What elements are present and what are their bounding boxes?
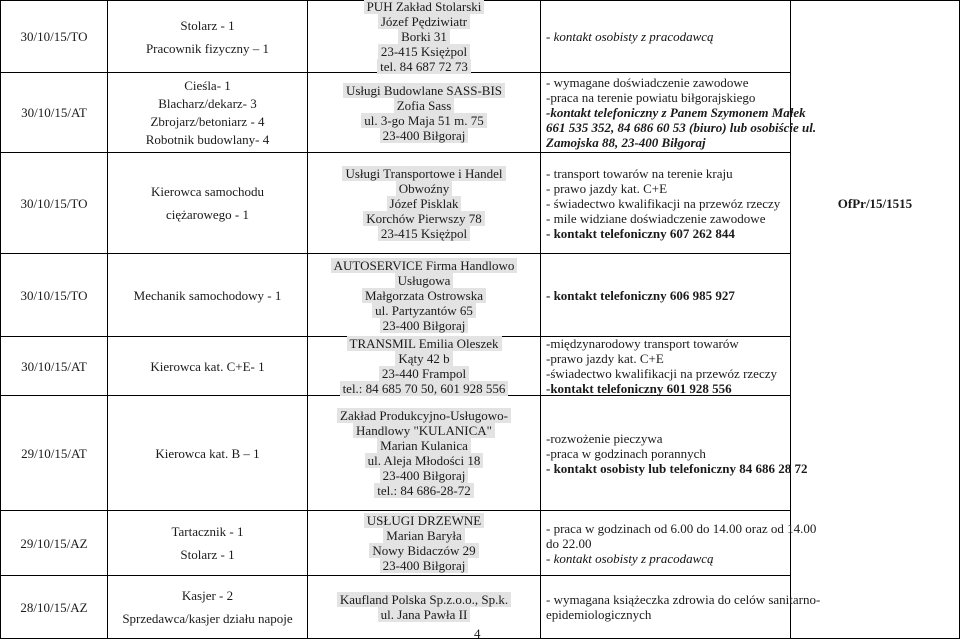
- offer-code-cell: [1, 396, 107, 510]
- employer-line: tel.: 84 685 70 50, 601 928 556: [340, 381, 509, 396]
- condition-line: -międzynarodowy transport towarów: [546, 336, 739, 351]
- condition-line: Zamojska 88, 23-400 Biłgoraj: [546, 135, 706, 150]
- employer-line: Marian Baryła: [383, 528, 464, 543]
- employer-line: Kaufland Polska Sp.z.o.o., Sp.k.: [337, 592, 511, 607]
- employer-cell: [308, 153, 540, 253]
- condition-line: - kontakt telefoniczny 607 262 844: [546, 225, 735, 241]
- condition-line: do 22.00: [546, 535, 592, 551]
- condition-line: -praca na terenie powiatu biłgorajskiego: [546, 90, 756, 105]
- position-title: Mechanik samochodowy - 1: [133, 287, 282, 303]
- offer-code: 30/10/15/TO: [20, 29, 88, 44]
- positions-cell: [108, 396, 307, 510]
- offer-code: 30/10/15/AT: [21, 358, 87, 374]
- table-rule: [790, 0, 791, 638]
- offer-code-cell: [1, 1, 107, 72]
- employer-line: Korchów Pierwszy 78: [363, 211, 485, 226]
- condition-line: - transport towarów na terenie kraju: [546, 165, 733, 181]
- employer-line: tel. 84 687 72 73: [377, 59, 471, 74]
- positions-cell: [108, 337, 307, 395]
- employer-line: tel.: 84 686-28-72: [374, 483, 474, 498]
- employer-line: 23-400 Biłgoraj: [380, 468, 469, 483]
- employer-cell: [308, 254, 540, 336]
- offer-code-cell: [1, 254, 107, 336]
- employer-cell: [308, 511, 540, 575]
- position-title: Kierowca kat. B – 1: [155, 445, 260, 461]
- position-title: ciężarowego - 1: [165, 207, 249, 222]
- position-title: Robotnik budowlany- 4: [145, 132, 270, 147]
- offer-code-cell: [1, 153, 107, 253]
- condition-line: - kontakt osobisty lub telefoniczny 84 686 28 72: [546, 460, 808, 476]
- condition-line: - prawo jazdy kat. C+E: [546, 180, 668, 196]
- employer-line: 23-415 Księżpol: [378, 226, 470, 241]
- condition-line: - wymagane doświadczenie zawodowe: [546, 75, 749, 90]
- position-title: Zbrojarz/betoniarz - 4: [150, 114, 265, 129]
- employer-line: Usługowa: [395, 273, 454, 288]
- offer-reference: OfPr/15/1515: [837, 195, 913, 211]
- employer-line: Małgorzata Ostrowska: [362, 288, 486, 303]
- condition-line: - praca w godzinach od 6.00 do 14.00 oraz od 14.00: [546, 520, 817, 536]
- condition-line: -świadectwo kwalifikacji na przewóz rzeczy: [546, 366, 777, 381]
- table-rule: [540, 0, 541, 638]
- employer-line: 23-400 Biłgoraj: [380, 128, 469, 143]
- offer-code: 29/10/15/AT: [21, 445, 87, 461]
- condition-line: - kontakt osobisty z pracodawcą: [546, 29, 714, 44]
- conditions-cell: [546, 254, 788, 336]
- condition-line: -praca w godzinach porannych: [546, 445, 706, 461]
- positions-cell: [108, 1, 307, 72]
- positions-cell: [108, 153, 307, 253]
- employer-line: Obwoźny: [396, 181, 453, 196]
- table-rule: [0, 638, 790, 639]
- employer-line: 23-440 Frampol: [379, 366, 469, 381]
- positions-cell: [108, 511, 307, 575]
- employer-cell: [308, 337, 540, 395]
- position-title: Tartacznik - 1: [171, 524, 244, 539]
- position-title: Cieśla- 1: [184, 78, 231, 93]
- offer-code-cell: [1, 511, 107, 575]
- employer-line: Józef Pędziwiatr: [378, 14, 470, 29]
- conditions-cell: [546, 153, 788, 253]
- conditions-cell: [546, 337, 788, 395]
- position-title: Kasjer - 2: [181, 588, 234, 603]
- condition-line: -rozwożenie pieczywa: [546, 430, 663, 446]
- position-title: Kierowca kat. C+E- 1: [150, 358, 265, 374]
- employer-line: Usługi Transportowe i Handel: [342, 166, 505, 181]
- employer-line: Kąty 42 b: [395, 351, 452, 366]
- positions-cell: [108, 73, 307, 152]
- positions-cell: [108, 576, 307, 638]
- employer-cell: [308, 576, 540, 638]
- condition-line: - mile widziane doświadczenie zawodowe: [546, 210, 766, 226]
- offer-code: 30/10/15/AT: [21, 105, 87, 120]
- position-title: Stolarz - 1: [180, 17, 235, 33]
- positions-cell: [108, 254, 307, 336]
- employer-line: AUTOSERVICE Firma Handlowo: [331, 258, 518, 273]
- position-title: Blacharz/dekarz- 3: [158, 96, 257, 111]
- employer-line: Borki 31: [398, 29, 450, 44]
- employer-line: ul. 3-go Maja 51 m. 75: [361, 113, 487, 128]
- employer-line: ul. Jana Pawła II: [378, 607, 471, 622]
- employer-line: Józef Pisklak: [387, 196, 462, 211]
- conditions-cell: [546, 511, 817, 575]
- condition-line: - wymagana książeczka zdrowia do celów sanitarno-: [546, 592, 821, 607]
- offer-code: 28/10/15/AZ: [20, 599, 88, 615]
- employer-line: Marian Kulanica: [377, 438, 471, 453]
- employer-line: TRANSMIL Emilia Oleszek: [347, 336, 502, 351]
- employer-line: Usługi Budowlane SASS-BIS: [343, 83, 505, 98]
- condition-line: -kontakt telefoniczny z Panem Szymonem Małek: [546, 105, 806, 120]
- conditions-cell: [546, 576, 821, 638]
- condition-line: -prawo jazdy kat. C+E: [546, 351, 664, 366]
- offer-code-cell: [1, 337, 107, 395]
- table-rule: [790, 0, 960, 1]
- employer-cell: [308, 73, 540, 152]
- reference-cell: [791, 153, 959, 253]
- condition-line: -kontakt telefoniczny 601 928 556: [546, 381, 732, 396]
- condition-line: epidemiologicznych: [546, 607, 652, 622]
- conditions-cell: [546, 73, 817, 152]
- offer-code: 30/10/15/TO: [20, 195, 88, 211]
- condition-line: 661 535 352, 84 686 60 53 (biuro) lub osobiście ul.: [546, 120, 817, 135]
- employer-line: Nowy Bidaczów 29: [369, 543, 478, 558]
- offer-code: 30/10/15/TO: [20, 287, 88, 303]
- employer-cell: [308, 396, 540, 510]
- employer-line: Zakład Produkcyjno-Usługowo-: [337, 408, 511, 423]
- employer-line: PUH Zakład Stolarski: [364, 0, 485, 14]
- employer-line: 23-415 Księżpol: [378, 44, 470, 59]
- offer-code-cell: [1, 576, 107, 638]
- condition-line: - świadectwo kwalifikacji na przewóz rzeczy: [546, 195, 781, 211]
- employer-cell: [308, 1, 540, 72]
- condition-line: - kontakt osobisty z pracodawcą: [546, 550, 714, 566]
- position-title: Sprzedawca/kasjer działu napoje: [122, 611, 293, 626]
- position-title: Kierowca samochodu: [151, 184, 264, 199]
- page-number: 4: [474, 626, 481, 641]
- offer-code: 29/10/15/AZ: [20, 535, 88, 551]
- table-rule: [790, 638, 960, 639]
- employer-line: USŁUGI DRZEWNE: [364, 513, 484, 528]
- employer-line: ul. Aleja Młodości 18: [365, 453, 484, 468]
- condition-line: - kontakt telefoniczny 606 985 927: [546, 287, 735, 303]
- conditions-cell: [546, 1, 788, 72]
- employer-line: ul. Partyzantów 65: [372, 303, 476, 318]
- offer-code-cell: [1, 73, 107, 152]
- conditions-cell: [546, 396, 808, 510]
- employer-line: 23-400 Biłgoraj: [380, 558, 469, 573]
- employer-line: Zofia Sass: [394, 98, 455, 113]
- position-title: Pracownik fizyczny – 1: [145, 40, 270, 56]
- employer-line: Handlowy "KULANICA": [353, 423, 495, 438]
- employer-line: 23-400 Biłgoraj: [380, 318, 469, 333]
- position-title: Stolarz - 1: [180, 547, 235, 562]
